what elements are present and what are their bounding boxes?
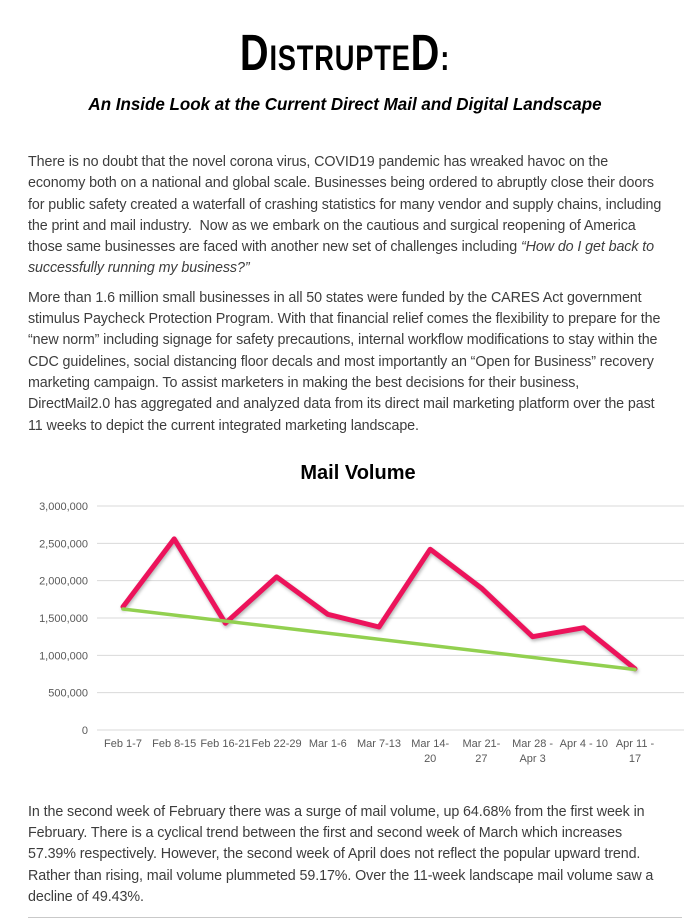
chart-title: Mail Volume xyxy=(300,461,416,484)
x-tick-label: Mar 14-20 xyxy=(411,737,450,765)
y-tick-label: 500,000 xyxy=(48,687,88,700)
intro-paragraph-1 xyxy=(28,152,666,280)
analysis-paragraph: In the second week of February there was a surge of mail volume, up 64.68% from the first week in February. There is a cyclical trend between the first and second week of March which increases 57.39% respectively. However, the second week of April does not reflect the popular upward trend. Rather than rising, mail volume plummeted 59.17%. Over the 11-week landscape mail volume saw a decline of 49.43%. xyxy=(28,803,658,906)
y-tick-label: 1,000,000 xyxy=(39,650,88,663)
y-tick-label: 3,000,000 xyxy=(39,500,88,513)
x-tick-label: Mar 1-6 xyxy=(308,737,347,750)
bottom-divider xyxy=(28,917,682,918)
x-tick-label: Apr 4 - 10 xyxy=(559,737,608,750)
x-tick-label: Feb 8-15 xyxy=(152,737,197,750)
y-axis-tick-labels xyxy=(39,501,88,737)
y-tick-label: 0 xyxy=(81,724,88,737)
title-tail-letter: D xyxy=(410,24,441,81)
mail-volume-line-chart xyxy=(0,496,690,796)
intro-paragraph-1-quote: “How do I get back to successfully running my business?” xyxy=(28,239,658,277)
title-colon: : xyxy=(440,39,451,78)
intro-paragraph-1-text: There is no doubt that the novel corona virus, COVID19 pandemic has wreaked havoc on the economy both on a national and global scale. Businesses being ordered to abruptly close their doors for public safety created a waterfall of crashing statistics for many vendor and supply chains, including the print and mail industry. Now as we embark on the cautious and surgical reopening of America those same businesses are faced with another new set of challenges including xyxy=(28,154,666,256)
mail-volume-chart-block xyxy=(0,459,690,796)
x-tick-label: Mar 21-27 xyxy=(462,737,501,765)
document-page xyxy=(0,26,690,919)
y-tick-label: 2,000,000 xyxy=(39,575,88,588)
intro-paragraph-2: More than 1.6 million small businesses in all 50 states were funded by the CARES Act government stimulus Paycheck Protection Program. With that financial relief comes the flexibility to prepare for the “new norm” including signage for safety precautions, internal workflow modifications to stay within the CDC guidelines, social distancing floor decals and most importantly an “Open for Business” recovery marketing campaign. To assist marketers in making the best decisions for their business, DirectMail2.0 has aggregated and analyzed data from its direct mail marketing platform over the past 11 weeks to depict the current integrated marketing landscape. xyxy=(28,289,665,434)
y-tick-label: 2,500,000 xyxy=(39,538,88,551)
document-title xyxy=(76,26,614,86)
x-tick-label: Feb 22-29 xyxy=(251,737,302,750)
x-axis-category-labels xyxy=(104,738,654,765)
x-tick-label: Apr 11 -17 xyxy=(615,737,655,765)
x-tick-label: Feb 16-21 xyxy=(200,737,251,750)
x-tick-label: Mar 28 -Apr 3 xyxy=(512,737,554,765)
x-tick-label: Feb 1-7 xyxy=(104,737,142,750)
title-mid-letters: ISTRUPTE xyxy=(269,39,411,78)
document-subtitle: An Inside Look at the Current Direct Mail and Digital Landscape xyxy=(88,94,602,114)
title-lead-letter: D xyxy=(239,24,270,81)
y-tick-label: 1,500,000 xyxy=(39,612,88,625)
mail-volume-series-line xyxy=(123,539,635,669)
x-tick-label: Mar 7-13 xyxy=(356,737,402,750)
